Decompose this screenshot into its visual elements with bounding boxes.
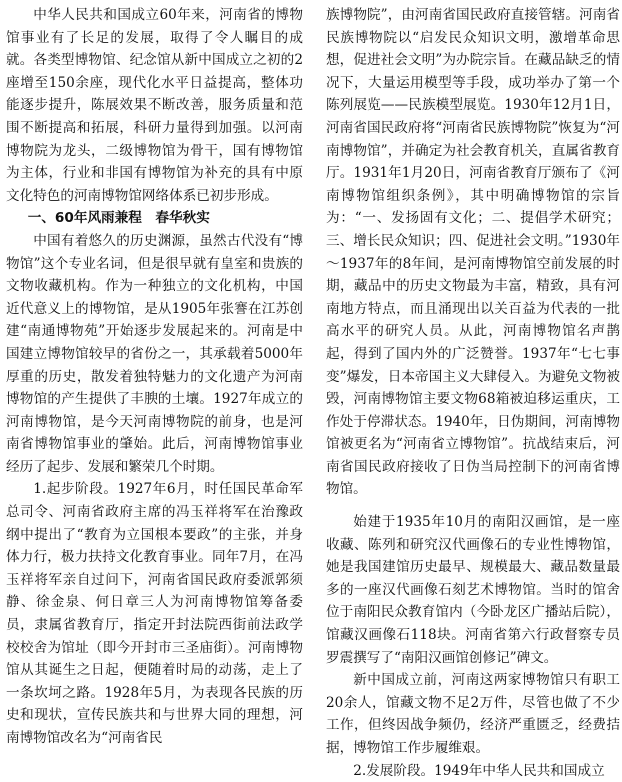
- left-column: [6, 4, 303, 750]
- stage2-paragraph: 2.发展阶段。1949年中华人民共和国成立: [353, 762, 605, 779]
- intro-paragraph: 中华人民共和国成立60年来，河南省的博物馆事业有了长足的发展，取得了令人瞩目的成就。各类型博物馆、纪念馆从新中国成立之初的2座增至150余座，现代化水平日益提高，整体功能逐步提升，陈展效果不断改善，服务质量和范围不断提高和拓展，科研力量得到加强。以河南博物院为龙头，二级博物馆为骨干，国有博物馆为主体，行业和非国有博物馆为补充的具有中原文化特色的河南博物馆网络体系已初步形成。: [6, 7, 303, 204]
- continued-paragraph: 族博物院”，由河南省国民政府直接管辖。河南省民族博物院以“启发民众知识文明，激增革命思想，促进社会文明”为办院宗旨。在藏品缺乏的情况下，大量运用模型等手段，成功举办了第一个陈列展览——民族模型展览。1930年12月1日，河南省国民政府将“河南省民族博物院”恢复为“河南博物馆”，并确定为社会教育机关，直属省教育厅。1931年1月20日，河南省教育厅颁布了《河南博物馆组织条例》，其中明确博物馆的宗旨为：“一、发扬固有文化；二、提倡学术研究；三、增长民众知识；四、促进社会文明。”1930年～1937年的8年间，是河南博物馆空前发展的时期，藏品中的历史文物最为丰富，精致，具有河南地方特点，而且涌现出以关百益为代表的一批高水平的研究人员。从此，河南博物馆名声鹊起，得到了国内外的广泛赞誉。1937年“七七事变”爆发，日本帝国主义大肆侵入。为避免文物被毁，河南博物馆主要文物68箱被迫移运重庆，工作处于停滞状态。1940年，日伪期间，河南博物馆被更名为“河南省立博物馆”。抗战结束后，河南省国民政府接收了日伪当局控制下的河南省博物馆。: [326, 7, 620, 498]
- newchina-paragraph: 新中国成立前，河南这两家博物馆只有职工20余人，馆藏文物不足2万件，尽管也做了不少工作，但终因战争频仍，经济严重匮乏，经费拮据，博物馆工作步履维艰。: [326, 672, 620, 756]
- history-paragraph: 中国有着悠久的历史渊源，虽然古代没有“博物馆”这个专业名词，但是很早就有皇室和贵族的文物收藏机构。作为一种独立的文化机构，中国近代意义上的博物馆，是从1905年张謇在江苏创建“南通博物苑”开始逐步发展起来的。河南是中国建立博物馆较早的省份之一，其承载着5000年厚重的历史，散发着独特魅力的文化遗产为河南博物馆的产生提供了丰腴的土壤。1927年成立的河南博物馆，是今天河南博物院的前身，也是河南省博物馆事业的肇始。此后，河南博物馆事业经历了起步、发展和繁荣几个时期。: [6, 232, 303, 475]
- paragraph-spacer: [326, 501, 620, 511]
- right-column: [326, 4, 620, 782]
- stage1-paragraph: 1.起步阶段。1927年6月，时任国民革命军总司令、河南省政府主席的冯玉祥将军在治豫政纲中提出了“教育为立国根本要政”的主张，并身体力行，极力扶持文化教育事业。同年7月，在冯玉祥将军亲自过问下，河南省国民政府委派郭须静、徐金泉、何日章三人为河南博物馆筹备委员，隶属省教育厅，指定开封法院西街前法政学校校舍为馆址（即今开封市三圣庙街）。河南博物馆从其诞生之日起，便随着时局的动荡，走上了一条坎坷之路。1928年5月，为表现各民族的历史和现状，宣传民族共和与世界大同的理想，河南博物馆改名为“河南省民: [6, 481, 303, 746]
- section-heading: 一、60年风雨兼程 春华秋实: [27, 210, 210, 227]
- nanyang-paragraph: 始建于1935年10月的南阳汉画馆，是一座收藏、陈列和研究汉代画像石的专业性博物馆，她是我国建馆历史最早、规模最大、藏品数量最多的一座汉代画像石刻艺术博物馆。当时的馆舍位于南阳民众教育馆内（今卧龙区广播站后院），馆藏汉画像石118块。河南省第六行政督察专员罗震撰写了“南阳汉画馆创修记”碑文。: [326, 514, 620, 666]
